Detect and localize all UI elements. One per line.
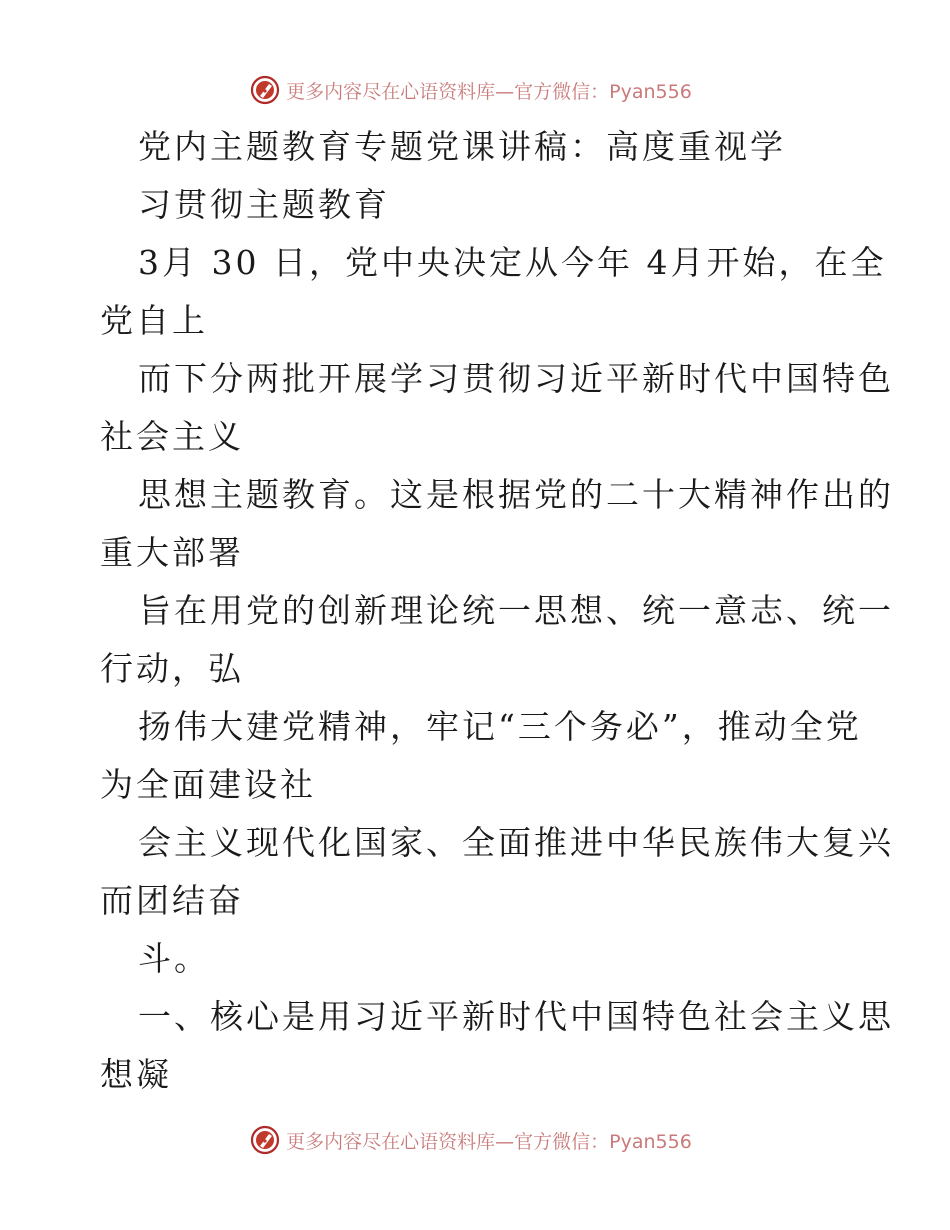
footer-watermark-text: 更多内容尽在心语资料库—官方微信：Pyan556: [286, 1130, 692, 1153]
section-heading-line: 一、核心是用习近平新时代中国特色社会主义思: [138, 997, 894, 1036]
paragraph-line: 斗。: [138, 939, 210, 978]
header-watermark-text: 更多内容尽在心语资料库—官方微信：Pyan556: [286, 80, 692, 103]
paragraph-line: 思想主题教育。这是根据党的二十大精神作出的: [138, 475, 894, 514]
paragraph-line: 而下分两批开展学习贯彻习近平新时代中国特色: [138, 359, 894, 398]
paragraph-line: 社会主义: [100, 417, 244, 456]
paragraph-line: 党自上: [100, 301, 208, 340]
paragraph-line: 旨在用党的创新理论统一思想、统一意志、统一: [138, 591, 894, 630]
paragraph-line: 为全面建设社: [100, 765, 316, 804]
header-watermark-group: [250, 75, 692, 105]
header-watermark-banner: [0, 70, 950, 110]
pen-nib-logo-icon: [250, 1125, 280, 1155]
footer-watermark-group: [250, 1125, 692, 1155]
paragraph-line: 3月 30 日，党中央决定从今年 4月开始，在全: [138, 243, 887, 282]
title-line-2: 习贯彻主题教育: [138, 185, 390, 224]
paragraph-line: 行动，弘: [100, 649, 244, 688]
section-heading-line: 想凝: [100, 1055, 172, 1094]
paragraph-line: 会主义现代化国家、全面推进中华民族伟大复兴: [138, 823, 894, 862]
paragraph-line: 重大部署: [100, 533, 244, 572]
paragraph-line: 而团结奋: [100, 881, 244, 920]
pen-nib-logo-icon: [250, 75, 280, 105]
title-line-1: 党内主题教育专题党课讲稿：高度重视学: [138, 127, 786, 166]
paragraph-line: 扬伟大建党精神，牢记“三个务必”，推动全党: [138, 707, 862, 746]
footer-watermark-banner: [0, 1120, 950, 1160]
